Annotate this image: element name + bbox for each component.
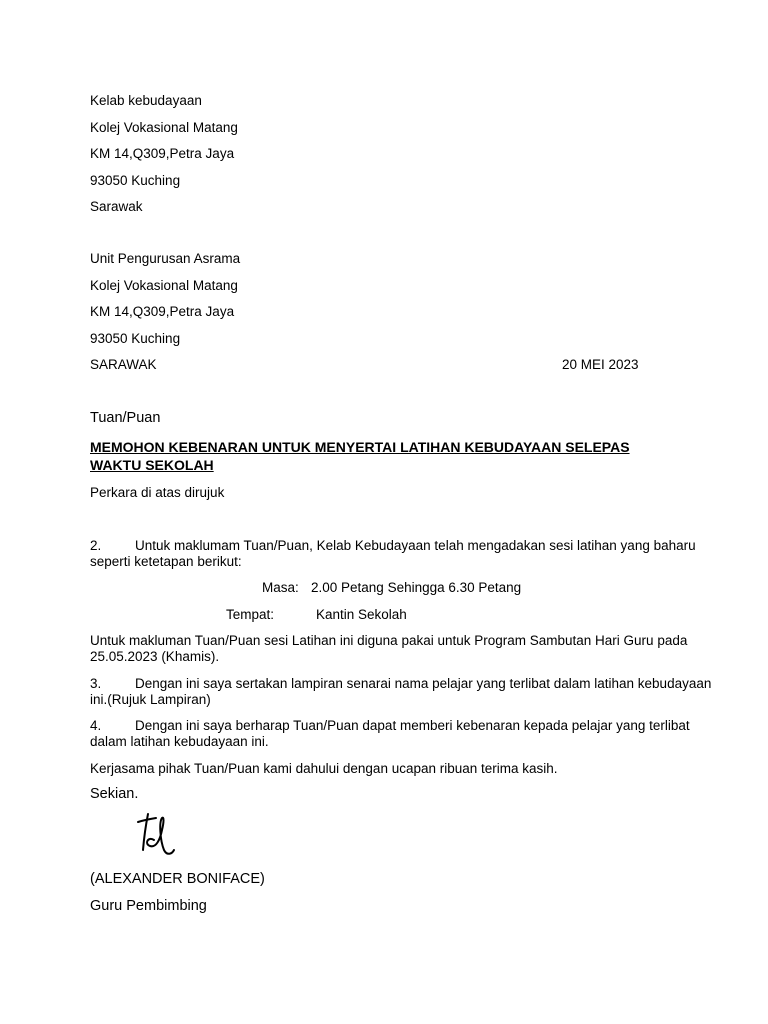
masa-label: Masa: — [262, 580, 299, 595]
para4-number: 4. — [90, 718, 102, 733]
para4-text: Dengan ini saya berharap Tuan/Puan dapat memberi kebenaran kepada pelajar yang terlibat — [135, 718, 690, 733]
sender-line-4: 93050 Kuching — [90, 173, 181, 188]
para2-number: 2. — [90, 538, 102, 553]
para2-text: Untuk maklumam Tuan/Puan, Kelab Kebudayaan telah mengadakan sesi latihan yang baharu — [135, 538, 696, 553]
recipient-line-5: SARAWAK — [90, 357, 157, 372]
para2-text-cont: seperti ketetapan berikut: — [90, 554, 242, 569]
salutation: Tuan/Puan — [90, 410, 161, 426]
letter-subject: MEMOHON KEBENARAN UNTUK MENYERTAI LATIHAN KEBUDAYAAN SELEPAS WAKTU SEKOLAH — [90, 439, 630, 473]
tempat-label: Tempat: — [226, 607, 275, 622]
sender-line-5: Sarawak — [90, 199, 143, 214]
para3-text: Dengan ini saya sertakan lampiran senarai nama pelajar yang terlibat dalam latihan kebudayaan — [135, 676, 712, 691]
recipient-line-3: KM 14,Q309,Petra Jaya — [90, 304, 235, 319]
signer-name: (ALEXANDER BONIFACE) — [90, 871, 265, 887]
tempat-value: Kantin Sekolah — [316, 607, 407, 622]
recipient-line-4: 93050 Kuching — [90, 331, 181, 346]
para3-number: 3. — [90, 676, 102, 691]
para3-text-cont: ini.(Rujuk Lampiran) — [90, 692, 211, 707]
info-line-1: Untuk makluman Tuan/Puan sesi Latihan ini diguna pakai untuk Program Sambutan Hari Guru pada — [90, 633, 688, 648]
letter-date: 20 MEI 2023 — [562, 357, 639, 372]
closing: Sekian. — [90, 786, 139, 802]
info-line-2: 25.05.2023 (Khamis). — [90, 649, 220, 664]
sender-line-1: Kelab kebudayaan — [90, 93, 202, 108]
sender-line-3: KM 14,Q309,Petra Jaya — [90, 146, 235, 161]
sender-line-2: Kolej Vokasional Matang — [90, 120, 238, 135]
reference-line: Perkara di atas dirujuk — [90, 485, 225, 500]
signer-title: Guru Pembimbing — [90, 898, 207, 914]
handwritten-signature — [134, 810, 184, 862]
para4-text-cont: dalam latihan kebudayaan ini. — [90, 734, 269, 749]
masa-value: 2.00 Petang Sehingga 6.30 Petang — [311, 580, 522, 595]
recipient-line-1: Unit Pengurusan Asrama — [90, 251, 241, 266]
recipient-line-2: Kolej Vokasional Matang — [90, 278, 238, 293]
thanks-line: Kerjasama pihak Tuan/Puan kami dahului dengan ucapan ribuan terima kasih. — [90, 761, 558, 776]
